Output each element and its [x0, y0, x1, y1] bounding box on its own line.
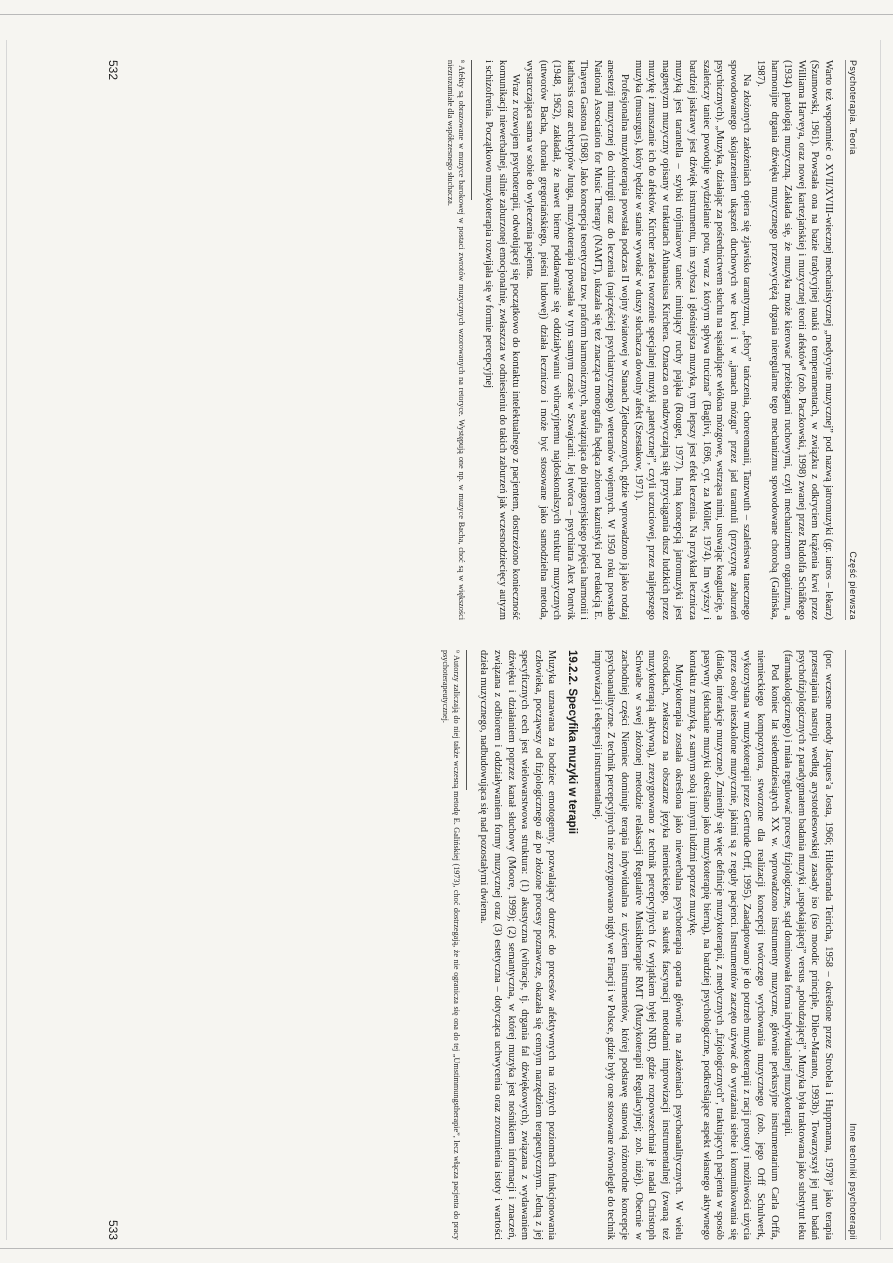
running-head — [845, 60, 858, 620]
paragraph: Pod koniec lat siedemdziesiątych XX w. wprowadzono instrumenty muzyczne, głównie perkusyjne instrumentarium Carla Orffa, niemieckiego kompozytora, stworzone dla realizacji koncepcji twórczego wychowania muzycznego (zob. jego Orff Schulwerk, wykorzystana w muzykoterapii przez Gertrude Orff, 1995). Zaadaptowano je do potrzeb muzykoterapii z racji prostoty i możliwości użycia przez osoby nieszkolone muzycznie, jakimi są z reguły pacjenci. Instrumentów zaczęto używać do wyrażania siebie i komunikowania się (dialog, interakcje muzyczne). Zmieniły się więc definicje muzykoterapii, z medycznych „fizjologicznych”, traktujących pacjenta w sposób pasywny (słuchanie muzyki określano jako muzykoterapię bierną), na bardziej psychologiczne, podkreślające aspekt własnego aktywnego kontaktu z muzyką, z samym sobą i innymi ludźmi poprzez muzykę. — [687, 650, 780, 1240]
running-head-right: Inne techniki psychoterapii — [848, 1123, 858, 1240]
scan-edge-left — [6, 40, 7, 1240]
page-533 — [98, 650, 858, 1240]
running-head-right: Część pierwsza — [848, 551, 858, 620]
page-number: 533 — [106, 1219, 120, 1240]
scan-border-top — [0, 14, 893, 15]
footnote-rule — [471, 60, 472, 200]
section-heading: 19.2.2. Specyfika muzyki w terapii — [566, 650, 579, 835]
paragraph: Wraz z rozwojem psychoterapii, odwołującej się początkowo do kontaktu intelektualnego z pacjentem, dostrzeżono konieczność komunikacji niewerbalnej, silnie zaburzonej emocjonalnie, zwłaszcza w odniesieniu do takich zaburzeń jak wczesnodziecięcy autyzm i schizofrenia. Początkowo muzykoterapia rozwijała się w formie percepcyjnej — [483, 60, 522, 620]
paragraph: Muzykoterapia została określona jako niewerbalna psychoterapia oparta głównie na założeniach psychoanalitycznych. W wielu ośrodkach, zwłaszcza na obszarze języka niemieckiego, na skutek fascynacji metodami improwizacji instrumentalnej (zwaną też muzykoterapią aktywną), zrezygnowano z technik percepcyjnych (z wyjątkiem byłej NRD, gdzie rozpowszechniał je nadal Christoph Schwabe w swej złożonej metodzie relaksacji Regulative Musiktherapie RMT (Muzykoterapii Regulacyjnej; zob. niżej). Obecnie w zachodniej części Niemiec dominuje terapia indywidualna z użyciem instrumentów, której podstawę stanowią różnorodne koncepcje psychoanalityczne. Z technik percepcyjnych nie zrezygnowano nigdy we Francji i w Polsce, gdzie były one stosowane równolegle do technik improwizacji i ekspresji instrumentalnej. — [591, 650, 685, 1240]
page-532 — [98, 60, 858, 620]
paragraph: Profesjonalna muzykoterapia powstała podczas II wojny światowej w Stanach Zjednoczonych, gdzie wprowadzono ją jako rodzaj anestezji muzycznej do chirurgii oraz do leczenia (najczęściej psychiatrycznego) weteranów wojennych. W 1950 roku powstało National Association for Music Therapy (NAMT), ukazała się też znacząca monografia będąca zbiorem kazuistyki pod redakcją E. Thayera Gastona (1968). Jako koncepcja teoretyczna tzw. praform harmonicznych, nawiązująca do pitagorejskiego pojęcia harmonii i katharsis oraz archetypów Junga, muzykoterapia powstała w tym samym czasie w Szwajcarii. Jej twórca – psychiatra Alex Pontvik (1948, 1962), zakładał, że nawet bierne poddawanie się oddziaływaniu wibracyjnemu najdoskonalszych struktur muzycznych (utworów Bacha, chorału gregoriańskiego, pieśni ludowej) działa leczniczo i może być stosowane jako samodzielna metoda, wystarczająca sama w sobie do wyleczenia pacjenta. — [523, 60, 631, 620]
paragraph: Warto też wspomnieć o XVII/XVIII-wiecznej mechanistycznej „medycynie muzycznej” pod nazwą jatromuzyki (gr. iatros – lekarz) (Szumowski, 1961). Powstała ona na bazie tradycyjnej nauki o temperamentach, w związku z odkryciem krążenia krwi przez Williama Harveya, oraz nowej kartezjańskiej i muzycznej teorii afektów⁸ (zob. Paczkowski, 1998) zwanej przez Rudolfa Schäfkego (1934) patologią muzyczną. Zakłada się, że muzyka może kierować przebiegami ruchowymi, czyli mechanizmem organizmu, a harmonijne drgania dźwięku muzycznego przezwyciężą drgania nieregularne tego mechanizmu spowodowane chorobą (Galińska, 1987). — [755, 60, 834, 620]
paragraph: (por. wczesne metody Jacques’a Josta, 1966; Hildebranda Teiricha, 1958 – określone przez Strobela i Huppmanna, 1978)⁹ jako terapia przestrajania nastroju według arystotelesowskiej zasady iso (iso moodic principle, Dileo-Maranto, 1993b). Towarzyszył jej nurt badań psychofizjologicznych z paradygmatem badania muzyki „uspokajającej” versus „pobudzającej”. Muzyka była traktowana jako substytut leku (farmakologicznego) i miała regulować procesy fizjologiczne, stąd dominowała forma indywidualnej muzykoterapii. — [782, 650, 834, 1240]
footnote: ⁹ Autorzy zaliczają do niej także wczesną metodę E. Galińskiej (1973), choć dostrzegają, że nie ogranicza się ona do tej „Umstimmungstherapie”, lecz włącza pacjenta do pracy psychoterapeutycznej. — [441, 650, 461, 1240]
scan-edge-right — [880, 40, 881, 1240]
paragraph: Muzyka uznawana za bodziec emotogenny, pozwalający dotrzeć do procesów afektywnych na różnych poziomach funkcjonowania człowieka, począwszy od fizjologicznego aż po złożone procesy poznawcze, okazała się cennym narzędziem terapeutycznym. Jedną z jej specyficznych cech jest wielowarstwowa struktura: (1) akustyczna (wibracje, tj. drgania fal dźwiękowych), związana z wydawaniem dźwięku i działaniem poprzez kanał słuchowy (Moore, 1999); (2) semantyczna, w której muzyka jest nośnikiem informacji i znaczeń, związana z odbiorem i oddziaływaniem formy muzycznej oraz (3) estetyczna – dotycząca uchwycenia oraz zrozumienia istoty i wartości dzieła muzycznego, nadbudowująca się nad pozostałymi dwiema. — [478, 650, 558, 1240]
footnote-rule — [466, 650, 467, 790]
running-head — [845, 650, 858, 1240]
footnote: ⁸ Afekty są obrazowane w muzyce barokowej w postaci zwrotów muzycznych wzorowanych na retoryce. Występują one np. w muzyce Bacha, choć są w większości niezrozumiałe dla współczesnego słuchacza. — [446, 60, 466, 620]
paragraph: Na złożonych założeniach opiera się zjawisko tarantyzmu, „febry” tańczenia, choreomanii, Tanzwuth – szaleństwa tanecznego spowodowanego skojarzeniem ukąszeń duchowych we krwi i w „jamach mózgu” przez jad tarantuli (przyczynę zaburzeń psychicznych). „Muzyka, działając za pośrednictwem słuchu na sąsiadujące włókna mózgowe, wstrząsa nimi, usuwając koagulację, a szaleńczy taniec powoduje wydzielanie potu, wraz z którym spływa trucizna” (Baglivi, 1696, cyt. za Möller, 1974). Im wyższy i bardziej jaskrawy jest dźwięk instrumentu, im szybsza i głośniejsza muzyka, tym lepszy jest efekt leczenia. Na przykład lecznicza muzyką jest tarantella – szybki trójmiarowy taniec imitujący ruchy pająka (Rouget, 1977). Inną koncepcją jatromuzyki jest magnetyzm muzyczny opisany w traktatach Athanasiusa Kirchera. Oznacza on nadzwyczajną siłę przyciągania dusz ludzkich przez muzykę i zmuszanie ich do afektów. Kircher zaleca tworzenie specjalnej muzyki „patetycznej”, czyli uczuciowej, przez najlepszego muzyka (musurgus), który będzie w stanie wywołać w duszy słuchacza dowolny afekt (Szestakow, 1971). — [632, 60, 753, 620]
page-number: 532 — [106, 60, 120, 81]
running-head-left: Psychoterapia. Teoria — [848, 60, 858, 155]
scan-border-bottom — [0, 1248, 893, 1249]
